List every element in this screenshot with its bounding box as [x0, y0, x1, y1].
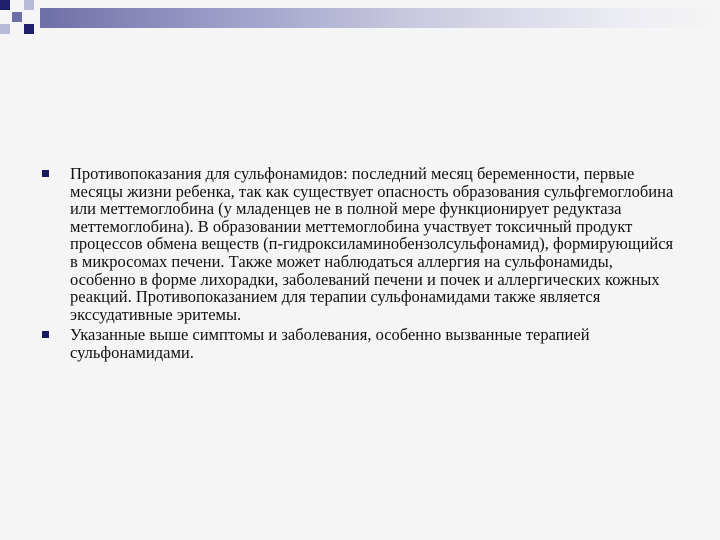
list-item [40, 165, 680, 323]
decor-square [0, 24, 10, 34]
bullet-list [40, 165, 680, 362]
decor-square [24, 24, 34, 34]
list-item [40, 326, 680, 361]
decor-square [0, 0, 10, 10]
square-bullet-icon [42, 170, 49, 177]
decor-square [24, 0, 34, 10]
square-bullet-icon [42, 331, 49, 338]
header-decoration [0, 0, 720, 40]
bullet-text: Противопоказания для сульфонамидов: последний месяц беременности, первые месяцы жизни ребенка, так как существует опасность образования сульфгемоглобина или меттемоглобина (у младенцев не в полной мере функционирует редуктаза меттемоглобина). В образовании меттемоглобина участвует токсичный продукт процессов обмена веществ (п-гидроксиламинобензолсульфонамид), формирующийся в микросомах печени. Также может наблюдаться аллергия на сульфонамиды, особенно в форме лихорадки, заболеваний печени и почек и аллергических кожных реакций. Противопоказанием для терапии сульфонамидами также является экссудативные эритемы. [70, 164, 674, 324]
decor-square [12, 12, 22, 22]
header-gradient-bar [40, 8, 720, 28]
slide-content [40, 165, 680, 365]
bullet-text: Указанные выше симптомы и заболевания, особенно вызванные терапией сульфонамидами. [70, 325, 590, 362]
